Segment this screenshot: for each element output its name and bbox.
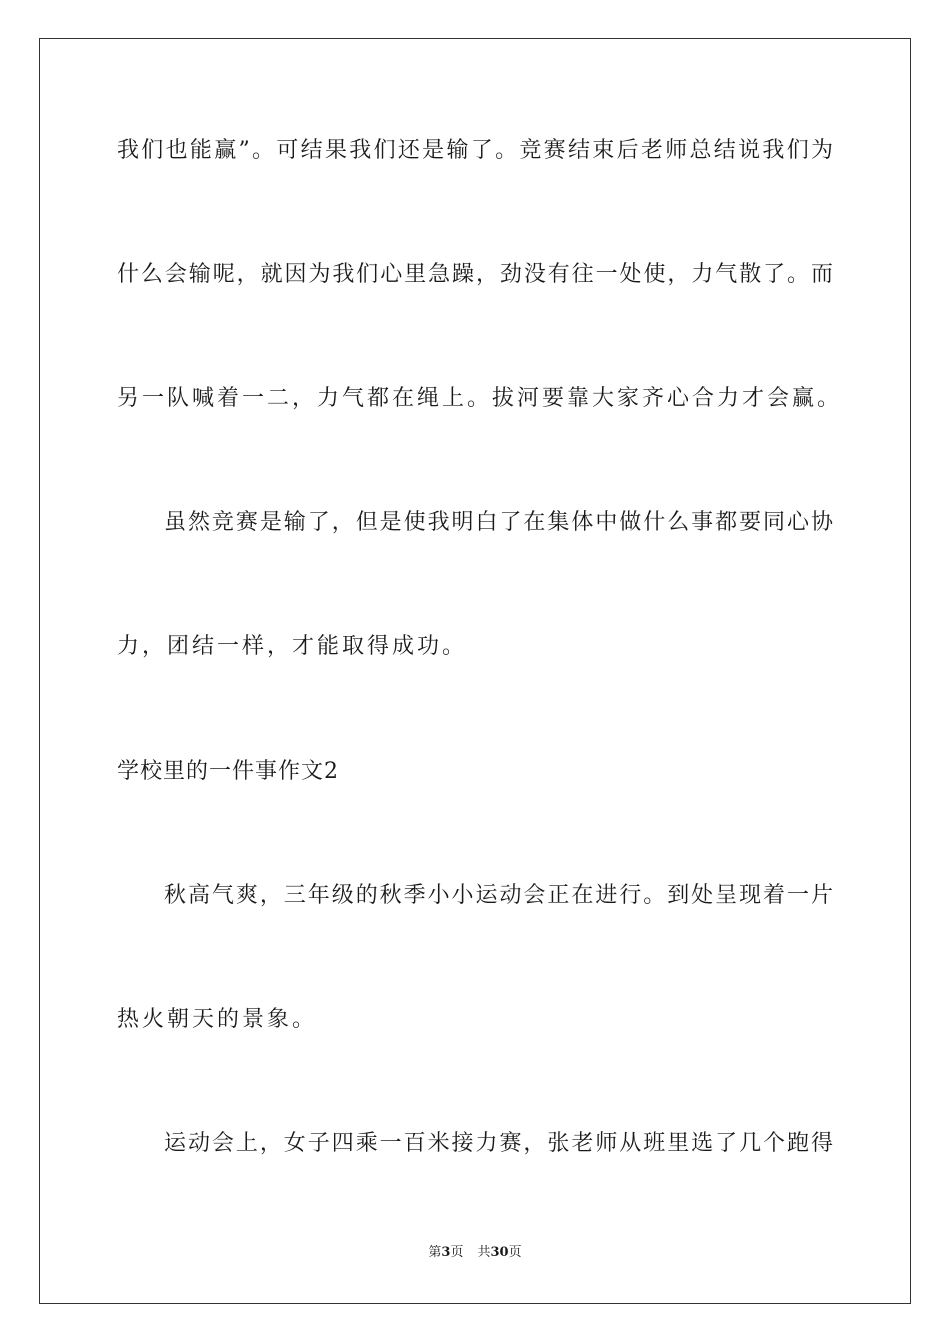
page-suffix: 页 bbox=[450, 1245, 464, 1260]
body-text-line-5: 力，团结一样，才能取得成功。 bbox=[117, 634, 468, 659]
page-border bbox=[39, 38, 911, 1304]
body-text-line-7: 热火朝天的景象。 bbox=[117, 1007, 318, 1032]
body-text-line-2: 什么会输呢，就因为我们心里急躁，劲没有往一处使，力气散了。而 bbox=[117, 262, 833, 287]
total-pages: 30 bbox=[490, 1245, 509, 1260]
page-footer bbox=[0, 1244, 950, 1262]
body-text-line-4: 虽然竞赛是输了，但是使我明白了在集体中做什么事都要同心协 bbox=[164, 510, 833, 535]
total-suffix: 页 bbox=[508, 1245, 522, 1260]
total-prefix: 共 bbox=[477, 1245, 491, 1260]
section-heading: 学校里的一件事作文2 bbox=[117, 759, 339, 784]
body-text-line-3: 另一队喊着一二，力气都在绳上。拔河要靠大家齐心合力才会赢。 bbox=[117, 386, 843, 411]
body-text-line-8: 运动会上，女子四乘一百米接力赛，张老师从班里选了几个跑得 bbox=[164, 1131, 833, 1156]
page-prefix: 第 bbox=[428, 1245, 442, 1260]
page-number: 3 bbox=[441, 1245, 451, 1260]
body-text-line-1: 我们也能赢”。可结果我们还是输了。竞赛结束后老师总结说我们为 bbox=[117, 138, 833, 163]
body-text-line-6: 秋高气爽，三年级的秋季小小运动会正在进行。到处呈现着一片 bbox=[164, 883, 833, 908]
